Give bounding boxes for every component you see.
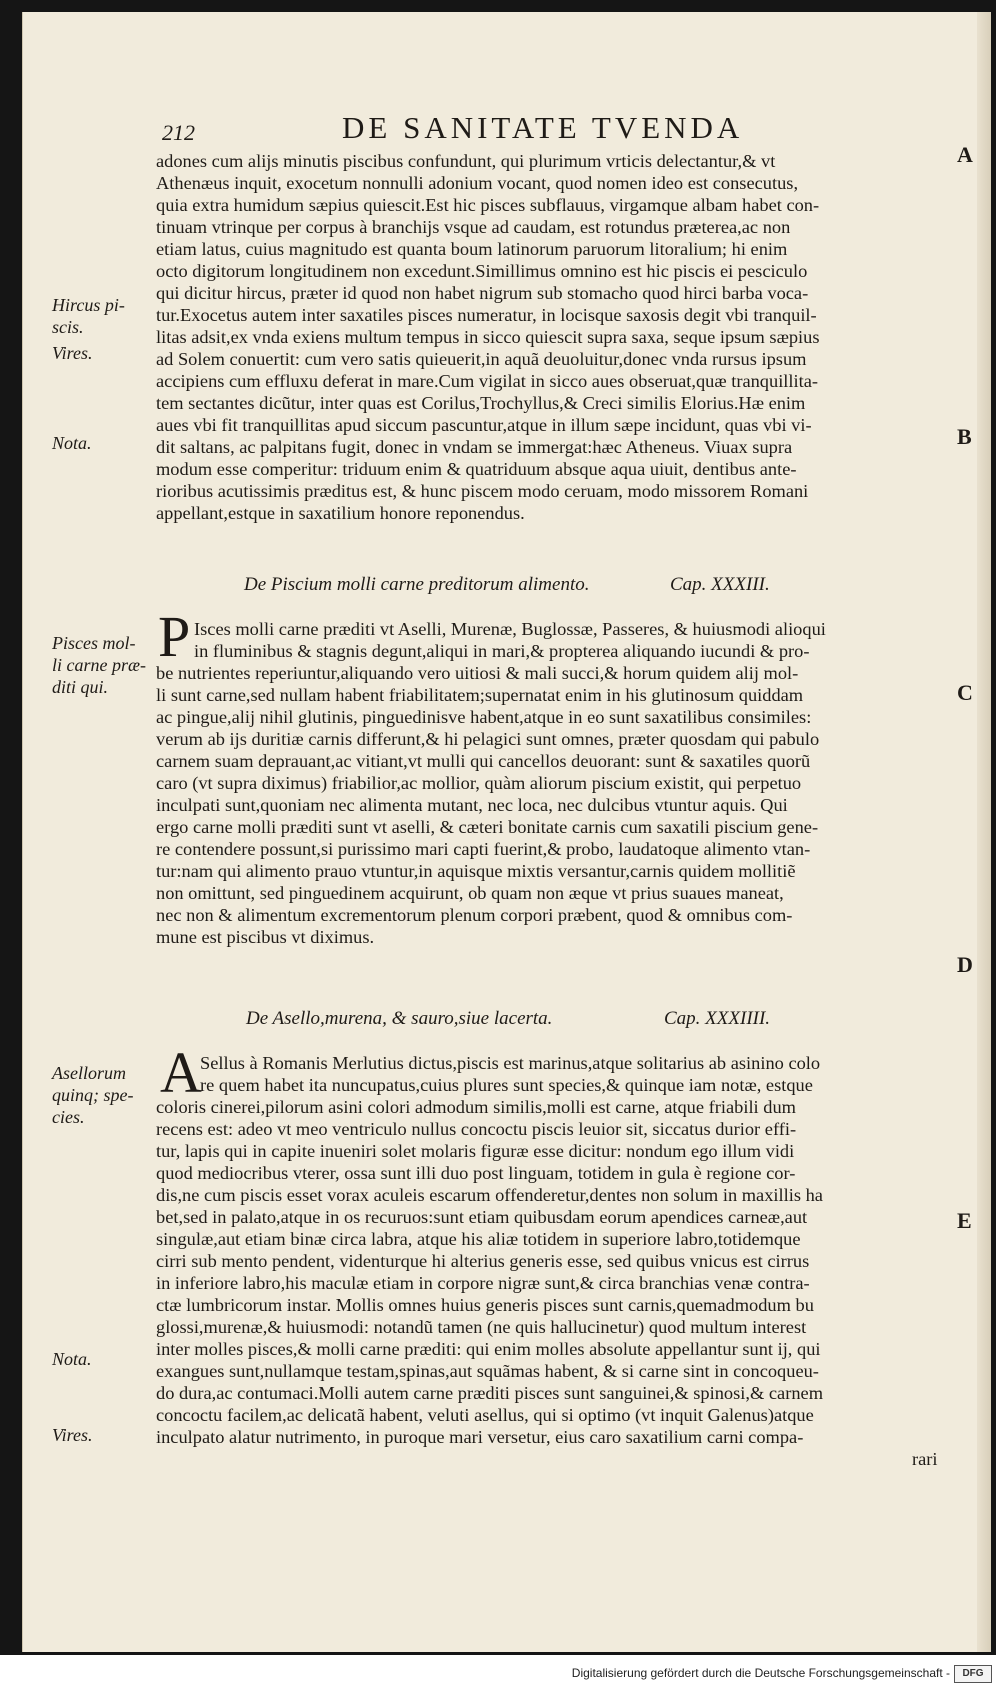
text-line: Sellus à Romanis Merlutius dictus,piscis est marinus,atque solitarius ab asinino colo — [200, 1053, 821, 1073]
text-line: caro (vt supra diximus) friabilior,ac mollior, quàm aliorum piscium existit, qui perpetuo — [156, 773, 802, 793]
margin-note: scis. — [52, 317, 84, 337]
section-letter-c: C — [957, 680, 973, 705]
text-line: etiam latus, cuius magnitudo est quanta boum latinorum paruorum litoralium; hi enim — [156, 239, 788, 259]
text-line: nec non & alimentum excrementorum plenum corpori præbent, quod & omnibus com- — [156, 905, 793, 925]
margin-note: Asellorum — [52, 1063, 126, 1083]
text-line: tem sectantes dicũtur, inter quas est Corilus,Trochyllus,& Creci similis Elorius.Hæ enim — [156, 393, 806, 413]
text-line: Isces molli carne præditi vt Aselli, Murenæ, Buglossæ, Passeres, & huiusmodi alioqui — [194, 619, 826, 639]
text-line: li sunt carne,sed nullam habent friabilitatem;supernatat enim in his glutinosum quiddam — [156, 685, 804, 705]
footer-bar — [0, 1660, 1000, 1689]
text-line: rioribus acutissimis præditus est, & hunc piscem modo ceruam, modo missorem Romani — [156, 481, 809, 501]
text-line: in fluminibus & stagnis degunt,aliqui in mari,& propterea aliquando iucundi & pro- — [194, 641, 810, 661]
text-line: inter molles pisces,& molli carne præditi: qui enim molles absolute appellantur sunt ij, qui — [156, 1339, 821, 1359]
text-line: carnem suam deprauant,ac vitiant,vt mulli qui cancellos deuorant: sunt & saxatiles quorũ — [156, 751, 811, 771]
text-line: octo digitorum longitudinem non excedunt.Simillimus omnino est hic piscis ei pesciculo — [156, 261, 808, 281]
text-line: adones cum alijs minutis piscibus confundunt, qui plurimum vrticis delectantur,& vt — [156, 151, 776, 171]
margin-note: Vires. — [52, 343, 93, 363]
margin-note: Hircus pi- — [52, 295, 125, 315]
text-line: coloris cinerei,pilorum asini colori admodum similis,molli est carne, atque friabili dum — [156, 1097, 796, 1117]
text-line: in inferiore labro,his maculæ etiam in corpore nigræ sunt,& circa branchias venæ contra- — [156, 1273, 810, 1293]
text-line: tur, lapis qui in capite inueniri solet molaris figuræ esse dicitur: nondum ego illum vidi — [156, 1141, 795, 1161]
text-line: re quem habet ita nuncupatus,cuius plures sunt species,& quinque iam notæ, estque — [200, 1075, 813, 1095]
text-line: glossi,murenæ,& huiusmodi: notandũ tamen (ne quis hallucinetur) quod multum interest — [156, 1317, 807, 1337]
margin-note: Nota. — [52, 1349, 92, 1369]
text-line: litas adsit,ex vnda exiens multum tempus in sicco quiescit supra saxa, seque ipsum sæpius — [156, 327, 820, 347]
margin-note: li carne præ- — [52, 655, 146, 675]
chapter-number: Cap. XXXIIII. — [664, 1008, 771, 1029]
text-line: ac pingue,alij nihil glutinis, pinguedinisve habent,atque in eo sunt saxatilibus consimiles: — [156, 707, 812, 727]
text-line: qui dicitur hircus, præter id quod non habet nigrum sub stomacho quod hirci barba voca- — [156, 283, 809, 303]
text-line: inculpato alatur nutrimento, in puroque mari versetur, eius caro saxatilium carni compa- — [156, 1427, 804, 1447]
text-line: tur.Exocetus autem inter saxatiles pisces numeratur, in locisque saxosis degit vbi tranquil- — [156, 305, 817, 325]
margin-note: diti qui. — [52, 677, 109, 697]
text-line: ergo carne molli præditi sunt vt aselli, & cæteri bonitate carnis cum saxatili piscium gene- — [156, 817, 819, 837]
drop-cap: P — [158, 604, 191, 669]
page-number: 212 — [162, 120, 195, 145]
section-letter-e: E — [957, 1208, 972, 1233]
margin-note: quinq; spe- — [52, 1085, 134, 1105]
book-page — [22, 12, 982, 1652]
text-line: recens est: adeo vt meo ventriculo nullus concoctu piscis leuior sit, siccatus durior effi- — [156, 1119, 797, 1139]
text-line: verum ab ijs duritiæ carnis differunt,& hi pelagici sunt omnes, præter quosdam qui pabulo — [156, 729, 820, 749]
text-line: quia extra humidum sæpius quiescit.Est hic pisces subflauus, virgamque albam habet con- — [156, 195, 820, 215]
text-line: singulæ,aut etiam binæ circa labra, atque his aliæ totidem in superiore labro,totidemque — [156, 1229, 801, 1249]
text-line: modum esse comperitur: triduum enim & quatriduum absque aqua uiuit, dentibus ante- — [156, 459, 797, 479]
margin-note: cies. — [52, 1107, 85, 1127]
text-line: tur:nam qui alimento prauo vtuntur,in aquisque mixtis versantur,carnis quidem mollitiẽ — [156, 861, 796, 881]
text-line: cirri sub mento pendent, videnturque hi alterius generis esse, sed quibus vnicus est cirrus — [156, 1251, 810, 1271]
text-line: exangues sunt,nullamque testam,spinas,aut squãmas habent, & si carne sint in concoqueu- — [156, 1361, 819, 1381]
running-title: DE SANITATE TVENDA — [342, 110, 744, 145]
margin-note: Pisces mol- — [52, 633, 136, 653]
section-letter-a: A — [957, 142, 973, 167]
text-line: ctæ lumbricorum instar. Mollis omnes huius generis pisces sunt carnis,quemadmodum bu — [156, 1295, 814, 1315]
text-line: do dura,ac contumaci.Molli autem carne præditi pisces sunt sanguinei,& spinosi,& carnem — [156, 1383, 824, 1403]
section-letter-d: D — [957, 952, 973, 977]
text-line: tinuam vtrinque per corpus à branchijs vsque ad caudam, est rotundus præterea,ac non — [156, 217, 791, 237]
text-line: inculpati sunt,quoniam nec alimenta mutant, nec loca, nec dulcibus vtuntur aquis. Qui — [156, 795, 788, 815]
text-line: non omittunt, sed pinguedinem acquirunt, ob quam non æque vt prius suaues maneat, — [156, 883, 784, 903]
chapter-heading: De Piscium molli carne preditorum alimento. — [244, 574, 590, 595]
catchword: rari — [912, 1449, 938, 1469]
text-line: appellant,estque in saxatilium honore reponendus. — [156, 503, 525, 523]
chapter-number: Cap. XXXIII. — [670, 574, 770, 595]
text-line: bet,sed in palato,atque in os recuruos:sunt etiam quibusdam eorum apendices carneæ,aut — [156, 1207, 808, 1227]
text-line: quod mediocribus vterer, ossa sunt illi duo post linguam, totidem in gula è regione cor- — [156, 1163, 796, 1183]
text-line: aues vbi fit tranquillitas apud siccum pascuntur,atque in illum sæpe incidunt, quas vbi vi- — [156, 415, 812, 435]
text-line: re contendere possunt,si purissimo mari capti fuerint,& probo, laudatoque alimento vtan- — [156, 839, 811, 859]
section-letter-b: B — [957, 424, 972, 449]
text-line: be nutrientes reperiuntur,aliquando vero uitiosi & mali succi,& horum quidem alij mol- — [156, 663, 799, 683]
text-line: dis,ne cum piscis esset vorax aculeis escarum offenderetur,dentes non solum in maxillis ha — [156, 1185, 823, 1205]
chapter-heading: De Asello,murena, & sauro,siue lacerta. — [246, 1008, 553, 1029]
dfg-logo: DFG — [954, 1665, 992, 1683]
text-line: Athenæus inquit, exocetum nonnulli adonium vocant, quod nomen ideo est consecutus, — [156, 173, 799, 193]
text-line: mune est piscibus vt diximus. — [156, 927, 375, 947]
funding-credit: Digitalisierung gefördert durch die Deutsche Forschungsgemeinschaft - — [571, 1666, 950, 1680]
text-line: ad Solem conuertit: cum vero satis quieuerit,in aquã deuoluitur,donec vnda rursus ipsum — [156, 349, 807, 369]
text-line: accipiens cum effluxu deferat in mare.Cum vigilat in sicco aues obseruat,quæ tranquillita- — [156, 371, 819, 391]
margin-note: Vires. — [52, 1425, 93, 1445]
margin-note: Nota. — [52, 433, 92, 453]
text-line: dit saltans, ac palpitans fugit, donec in vndam se immergat:hæc Atheneus. Viuax supra — [156, 437, 793, 457]
drop-cap: A — [160, 1040, 202, 1105]
text-line: concoctu facilem,ac delicatã habent, veluti asellus, qui si optimo (vt inquit Galenus)atque — [156, 1405, 814, 1425]
